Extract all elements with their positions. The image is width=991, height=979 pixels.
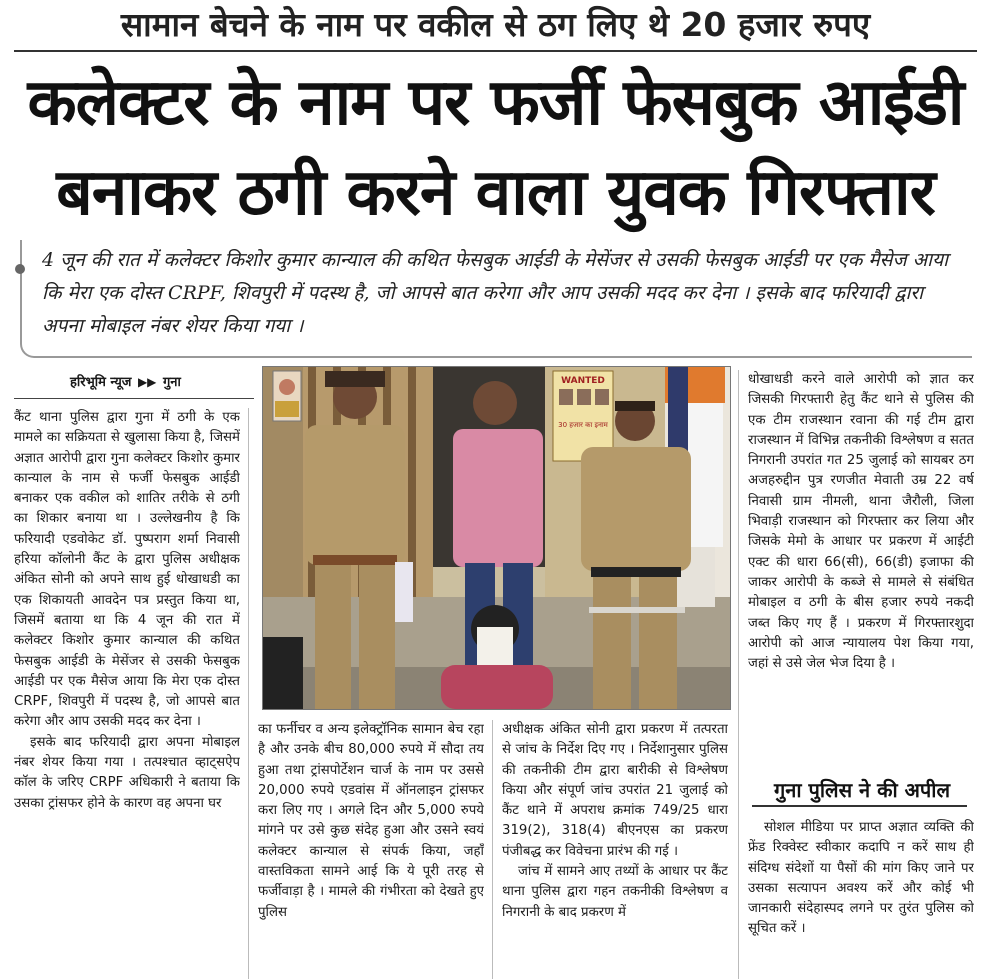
appeal-heading-rule <box>752 805 967 807</box>
article-column-4 <box>748 370 974 742</box>
article-column-3 <box>502 720 728 979</box>
column-divider <box>738 370 739 979</box>
fast-forward-icon: ▶▶ <box>137 375 157 389</box>
column-1-paragraph-1: कैंट थाना पुलिस द्वारा गुना में ठगी के एक मामले का सक्रियता से खुलासा किया है, जिसमें अज्ञात आरोपी द्वारा गुना कलेक्टर किशोर कुमार कान्याल के नाम से फर्जी फेसबुक आईडी बनाकर एक वकील को शातिर तरीके से ठगी का शिकार बनाया था । उल्लेखनीय है कि फरियादी एडवोकेट डॉ. पुष्पराग शर्मा निवासी हरिया कॉलोनी कैंट के द्वारा पुलिस अधीक्षक अंकित सोनी को अपने साथ हुई धोखाधडी का एक शिकायती आवदेन पत्र प्रस्तुत किया था, जिसमें बताया था कि 4 जून की रात में कलेक्टर किशोर कुमार कान्याल की कथित फेसबुक आईडी के मेसेंजर से उसकी फेसबुक आईडी पर एक मैसेज आया कि मेरा एक दोस्त CRPF, शिवपुरी में पदस्थ है, जो आपसे बात करेगा और आप उसकी मदद कर देना । <box>14 410 240 730</box>
byline <box>70 372 181 390</box>
column-3-paragraph-1: अधीक्षक अंकित सोनी द्वारा प्रकरण में तत्परता से जांच के निर्देश दिए गए । निर्देशानुसार पुलिस की तकनीकी टीम द्वारा बारीकी से विश्लेषण किया और संपूर्ण जांच उपरांत 21 जुलाई को कैंट थाने में अपराध क्रमांक 749/25 धारा 319(2), 318(4) बीएनएस का प्रकरण पंजीबद्ध कर विवेचना प्रारंभ की गई । <box>502 722 728 859</box>
column-2-paragraph: का फर्नीचर व अन्य इलेक्ट्रॉनिक सामान बेच रहा है और उनके बीच 80,000 रुपये में सौदा तय हुआ तथा ट्रांसपोर्टेशन चार्ज के नाम पर उससे 20,000 रुपये एडवांस में ऑनलाइन ट्रांसफर करा लिए गए । अगले दिन और 5,000 रुपये मांगने पर उसे कुछ संदेह हुआ और उसने स्वयं कलेक्टर कान्याल से संपर्क किया, जहाँ वास्तविकता सामने आई कि ये पूरी तरह से फर्जीवाड़ा है । मामले की गंभीरता को देखते हुए पुलिस <box>258 722 484 920</box>
column-1-paragraph-2: इसके बाद फरियादी द्वारा अपना मोबाइल नंबर शेयर किया गया । तत्पश्चात व्हाट्सऐप कॉल के जरिए CRPF अधिकारी ने बताया कि उसका ट्रांसफर होने के कारण वह अपना घर <box>14 734 240 811</box>
strapline-rule <box>14 50 977 52</box>
column-divider <box>248 408 249 979</box>
appeal-heading: गुना पुलिस ने की अपील <box>773 778 951 802</box>
byline-place: गुना <box>162 375 181 390</box>
strapline: सामान बेचने के नाम पर वकील से ठग लिए थे 20 हजार रुपए <box>120 5 871 44</box>
article-column-1 <box>14 408 240 979</box>
byline-rule <box>14 398 254 399</box>
headline-line-2: बनाकर ठगी करने वाला युवक गिरफ्तार <box>56 156 935 230</box>
poster-header: WANTED <box>561 376 605 386</box>
poster-text: 30 हजार का इनाम <box>558 421 608 429</box>
deck-bullet <box>15 264 25 274</box>
article-column-2 <box>258 720 484 979</box>
news-photo <box>262 366 731 710</box>
appeal-column <box>748 818 974 979</box>
column-3-paragraph-2: जांच में सामने आए तथ्यों के आधार पर कैंट थाना पुलिस द्वारा गहन तकनीकी विश्लेषण व निगरानी के बाद प्रकरण में <box>502 864 728 920</box>
photo-illustration <box>263 367 730 709</box>
headline-line-1: कलेक्टर के नाम पर फर्जी फेसबुक आईडी <box>27 66 964 140</box>
deck-summary: 4 जून की रात में कलेक्टर किशोर कुमार कान्याल की कथित फेसबुक आईडी के मेसेंजर से उसकी फेसबुक आईडी पर एक मैसेज आया कि मेरा एक दोस्त CRPF, शिवपुरी में पदस्थ है, जो आपसे बात करेगा और आप उसकी मदद कर देना । इसके बाद फरियादी द्वारा अपना मोबाइल नंबर शेयर किया गया । <box>42 249 949 337</box>
appeal-body: सोशल मीडिया पर प्राप्त अज्ञात व्यक्ति की फ्रेंड रिक्वेस्ट स्वीकार कदापि न करें साथ ही संदिग्ध संदेशों या पैसों की मांग किए जाने पर उसका सत्यापन अवश्य करें और कोई भी जानकारी संदेहास्पद लगने पर तुरंत पुलिस को सूचित करें । <box>748 820 974 937</box>
column-divider <box>492 720 493 979</box>
byline-source: हरिभूमि न्यूज <box>70 375 132 390</box>
column-4-paragraph: धोखाधडी करने वाले आरोपी को ज्ञात कर जिसकी गिरफ्तारी हेतु कैंट थाने से पुलिस की एक टीम राजस्थान रवाना की गई टीम द्वारा राजस्थान में विभिन्न तकनीकी विश्लेषण व सतत निगरानी उपरांत गत 25 जुलाई को सायबर ठग अजहरुद्दीन पुत्र रणजीत मेवाती उम्र 22 वर्ष निवासी ग्राम नीमली, थाना जैरौली, जिला भिवाड़ी राजस्थान को गिरफ्तार कर लिया और जिसके मेमो के आधार पर प्रकरण में आईटी एक्ट की धारा 66(सी), 66(डी) इजाफा की जाकर आरोपी के कब्जे से मामले से संबंधित मोबाइल व ठगी के बीस हजार रुपये नकदी जब्त किए गए हैं । प्रकरण में गिरफ्तारशुदा आरोपी को आज न्यायालय पेश किया गया, जहां से उसे जेल भेज दिया है । <box>748 372 974 672</box>
